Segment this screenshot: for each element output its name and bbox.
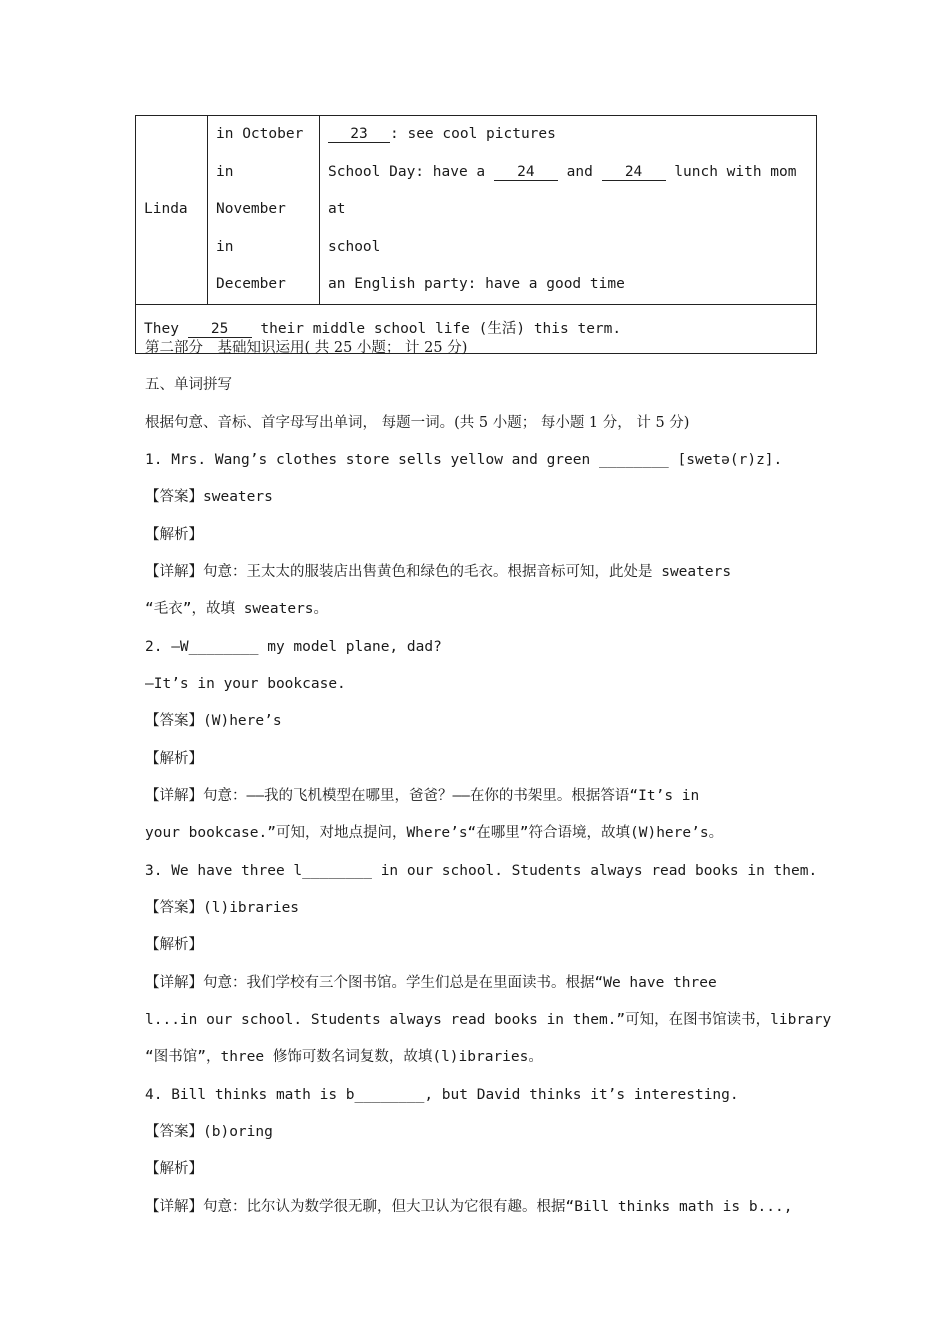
summary-suffix: their middle school life (生活) this term. (260, 320, 622, 337)
blank-24a: 24 (494, 164, 558, 181)
analysis-label-4: 【解析】 (145, 1161, 203, 1177)
month-october: in October (216, 126, 304, 142)
blank-25: 25 (188, 321, 252, 338)
instructions: 根据句意、音标、首字母写出单词， 每题一词。(共 5 小题； 每小题 1 分， 计 5 分) (145, 415, 690, 431)
student-name: Linda (144, 201, 188, 217)
activity-line-1 (328, 116, 808, 154)
answer-2: 【答案】(W)here’s (145, 713, 282, 729)
activity-line-2-cont: school (328, 238, 381, 255)
answer-1: 【答案】sweaters (145, 489, 273, 505)
explanation-2b: your bookcase.”可知，对地点提问，Where’s“在哪里”符合语境，故填(W)here’s。 (145, 825, 724, 841)
activities-cell (320, 116, 817, 305)
month-december: in December (216, 238, 286, 292)
activity-line-3: an English party: have a good time (328, 276, 625, 292)
question-1: 1. Mrs. Wang’s clothes store sells yellow and green ________ [swetə(r)z]. (145, 452, 783, 468)
explanation-3b: l...in our school. Students always read books in them.”可知，在图书馆读书，library (145, 1012, 832, 1028)
answer-3: 【答案】(l)ibraries (145, 900, 300, 916)
analysis-label-1: 【解析】 (145, 527, 203, 543)
question-2b: —It’s in your bookcase. (145, 676, 346, 692)
summary-prefix: They (144, 320, 179, 337)
explanation-4a: 【详解】句意：比尔认为数学很无聊，但大卫认为它很有趣。根据“Bill thinks math is b..., (145, 1199, 793, 1215)
answer-4: 【答案】(b)oring (145, 1124, 273, 1140)
student-name-cell (136, 116, 208, 305)
explanation-2a: 【详解】句意：——我的飞机模型在哪里，爸爸？——在你的书架里。根据答语“It’s in (145, 788, 700, 804)
months-cell (208, 116, 320, 305)
section-heading: 第二部分 基础知识运用( 共 25 小题； 计 25 分) (145, 340, 468, 356)
explanation-3a: 【详解】句意：我们学校有三个图书馆。学生们总是在里面读书。根据“We have three (145, 975, 717, 991)
explanation-3c: “图书馆”，three 修饰可数名词复数，故填(l)ibraries。 (145, 1049, 543, 1065)
question-2a: 2. —W________ my model plane, dad? (145, 639, 442, 655)
activity-2-mid: and (566, 163, 593, 180)
activity-2-suffix: lunch with mom at (328, 163, 797, 217)
table-row (136, 116, 817, 305)
analysis-label-2: 【解析】 (145, 751, 203, 767)
explanation-1b: “毛衣”，故填 sweaters。 (145, 601, 329, 617)
activity-line-2 (328, 154, 808, 229)
activity-1-text: : see cool pictures (390, 126, 556, 142)
activity-table (135, 115, 817, 354)
question-3: 3. We have three l________ in our school. Students always read books in them. (145, 863, 818, 879)
question-4: 4. Bill thinks math is b________, but David thinks it’s interesting. (145, 1087, 739, 1103)
blank-23: 23 (328, 126, 390, 143)
month-november: in November (216, 163, 286, 217)
blank-24b: 24 (602, 164, 666, 181)
part-heading: 五、单词拼写 (145, 377, 232, 393)
analysis-label-3: 【解析】 (145, 937, 203, 953)
explanation-1a: 【详解】句意：王太太的服装店出售黄色和绿色的毛衣。根据音标可知，此处是 sweaters (145, 564, 732, 580)
activity-2-prefix: School Day: have a (328, 163, 486, 180)
